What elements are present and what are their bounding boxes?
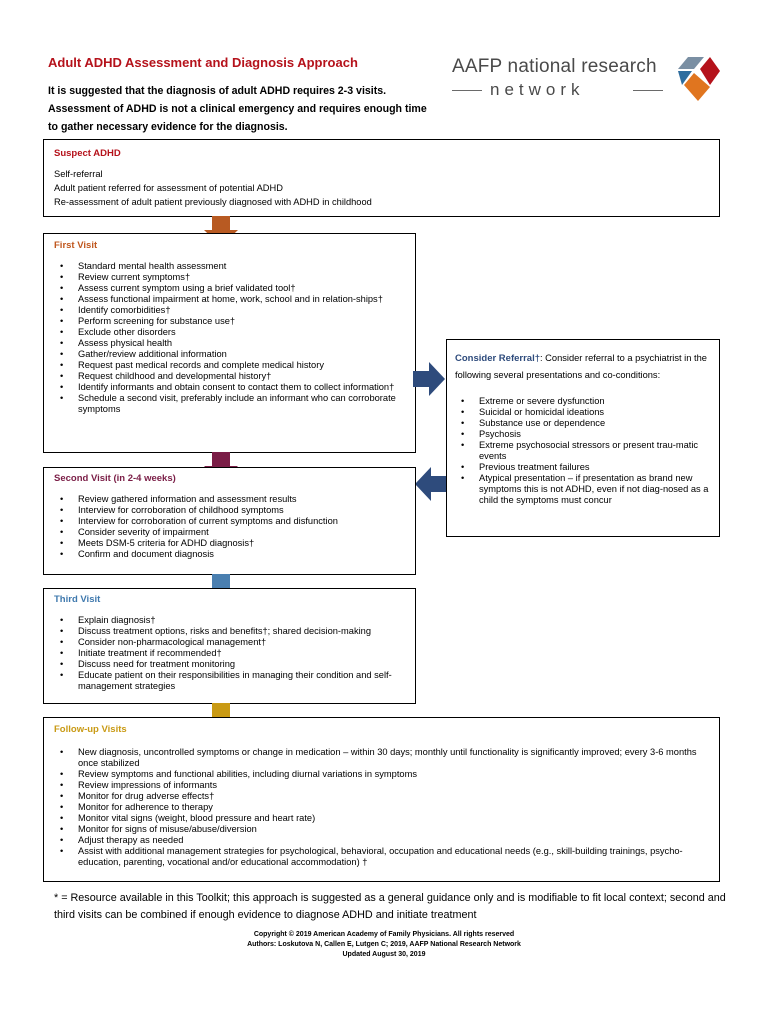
copyright: Copyright © 2019 American Academy of Family Physicians. All rights reserved xyxy=(253,931,515,938)
suspect-adhd-box xyxy=(43,139,720,217)
intro-line: Assessment of ADHD is not a clinical emergency and requires enough time xyxy=(48,103,427,115)
third-visit-title: Third Visit xyxy=(54,594,101,605)
list-item: • Review impressions of informants xyxy=(54,780,709,791)
logo-shape-grey xyxy=(678,57,704,69)
list-item: • Perform screening for substance use† xyxy=(54,316,405,327)
list-item: • Identify informants and obtain consent to contact them to collect information† xyxy=(54,382,405,393)
list-item: • Consider non-pharmacological management† xyxy=(54,637,405,648)
logo-rule xyxy=(452,90,482,91)
list-item: • Review symptoms and functional abilities, including diurnal variations in symptoms xyxy=(54,769,709,780)
list-item: • Interview for corroboration of childhood symptoms xyxy=(54,505,405,516)
list-item: • Exclude other disorders xyxy=(54,327,405,338)
list-item: • Gather/review additional information xyxy=(54,349,405,360)
list-item: • Assess physical health xyxy=(54,338,405,349)
authors: Authors: Loskutova N, Callen E, Lutgen C; 2019, AAFP National Research Network xyxy=(247,941,521,948)
first-visit-box xyxy=(43,233,416,453)
list-item: • Standard mental health assessment xyxy=(54,261,405,272)
referral-text: : Consider referral to a psychiatrist in the following several presentations and co-conditions: xyxy=(455,353,707,380)
list-item: • Confirm and document diagnosis xyxy=(54,549,405,560)
list-item: • Monitor for signs of misuse/abuse/diversion xyxy=(54,824,709,835)
first-visit-title: First Visit xyxy=(54,240,98,251)
second-visit-box xyxy=(43,467,416,575)
intro-line: to gather necessary evidence for the diagnosis. xyxy=(48,121,288,133)
updated-date: Updated August 30, 2019 xyxy=(342,951,426,958)
logo-shape-red xyxy=(700,57,720,85)
suspect-line: Self-referral xyxy=(54,169,103,179)
list-item: • Adjust therapy as needed xyxy=(54,835,709,846)
list-item: • Atypical presentation – if presentation as brand new symptoms this is not ADHD, even if not diag-nosed as a child the symptoms must concur xyxy=(455,473,711,506)
list-item: • Educate patient on their responsibilities in managing their condition and self-management strategies xyxy=(54,670,405,692)
list-item: • Extreme or severe dysfunction xyxy=(455,396,711,407)
second-visit-list xyxy=(54,494,405,560)
logo-text-top: AAFP national research xyxy=(452,56,657,77)
list-item: • Discuss treatment options, risks and benefits†; shared decision-making xyxy=(54,626,405,637)
follow-up-list xyxy=(54,747,709,868)
third-visit-box xyxy=(43,588,416,704)
third-visit-list xyxy=(54,615,405,692)
list-item: • Assist with additional management strategies for psychological, behavioral, occupation and educational needs (e.g., skill-building trainings, psycho-education, parenting, vocational and/or educational accommodation) † xyxy=(54,846,709,868)
suspect-line: Adult patient referred for assessment of potential ADHD xyxy=(54,183,283,193)
follow-up-visits-box xyxy=(43,717,720,882)
list-item: • Review gathered information and assessment results xyxy=(54,494,405,505)
arrow-left-icon xyxy=(415,467,447,501)
suspect-line: Re-assessment of adult patient previously diagnosed with ADHD in childhood xyxy=(54,197,372,207)
list-item: • Consider severity of impairment xyxy=(54,527,405,538)
list-item: • Request childhood and developmental history† xyxy=(54,371,405,382)
logo-text-bottom: network xyxy=(490,80,585,99)
list-item: • Interview for corroboration of current symptoms and disfunction xyxy=(54,516,405,527)
first-visit-list xyxy=(54,261,405,415)
list-item: • Psychosis xyxy=(455,429,711,440)
list-item: • Initiate treatment if recommended† xyxy=(54,648,405,659)
arrow-right-icon xyxy=(413,362,445,396)
list-item: • Discuss need for treatment monitoring xyxy=(54,659,405,670)
list-item: • Identify comorbidities† xyxy=(54,305,405,316)
consider-referral-box xyxy=(446,339,720,537)
referral-title: Consider Referral† xyxy=(455,353,541,364)
list-item: • Suicidal or homicidal ideations xyxy=(455,407,711,418)
referral-list xyxy=(455,396,711,506)
list-item: • Monitor for drug adverse effects† xyxy=(54,791,709,802)
list-item: • Monitor vital signs (weight, blood pressure and heart rate) xyxy=(54,813,709,824)
list-item: • Extreme psychosocial stressors or present trau-matic events xyxy=(455,440,711,462)
list-item: • Request past medical records and complete medical history xyxy=(54,360,405,371)
list-item: • Monitor for adherence to therapy xyxy=(54,802,709,813)
list-item: • Explain diagnosis† xyxy=(54,615,405,626)
follow-up-title: Follow-up Visits xyxy=(54,724,127,735)
suspect-adhd-title: Suspect ADHD xyxy=(54,148,121,159)
list-item: • Review current symptoms† xyxy=(54,272,405,283)
page-title: Adult ADHD Assessment and Diagnosis Approach xyxy=(48,55,358,70)
list-item: • Schedule a second visit, preferably include an informant who can corroborate symptoms xyxy=(54,393,405,415)
second-visit-title: Second Visit (in 2-4 weeks) xyxy=(54,473,176,484)
list-item: • Assess current symptom using a brief validated tool† xyxy=(54,283,405,294)
intro-line: It is suggested that the diagnosis of adult ADHD requires 2-3 visits. xyxy=(48,85,387,97)
list-item: • Previous treatment failures xyxy=(455,462,711,473)
list-item: • Meets DSM-5 criteria for ADHD diagnosis† xyxy=(54,538,405,549)
list-item: • New diagnosis, uncontrolled symptoms or change in medication – within 30 days; monthly until functionality is significantly improved; every 3-6 months once stabilized xyxy=(54,747,709,769)
footnote: * = Resource available in this Toolkit; this approach is suggested as a general guidance only and is modifiable to fit local context; second and third visits can be combined if enough evidence to diagnose ADHD and initiate treatment xyxy=(54,892,726,921)
list-item: • Assess functional impairment at home, work, school and in relation-ships† xyxy=(54,294,405,305)
list-item: • Substance use or dependence xyxy=(455,418,711,429)
aafp-logo-mark xyxy=(674,55,722,103)
referral-intro xyxy=(455,350,711,384)
logo-rule xyxy=(633,90,663,91)
